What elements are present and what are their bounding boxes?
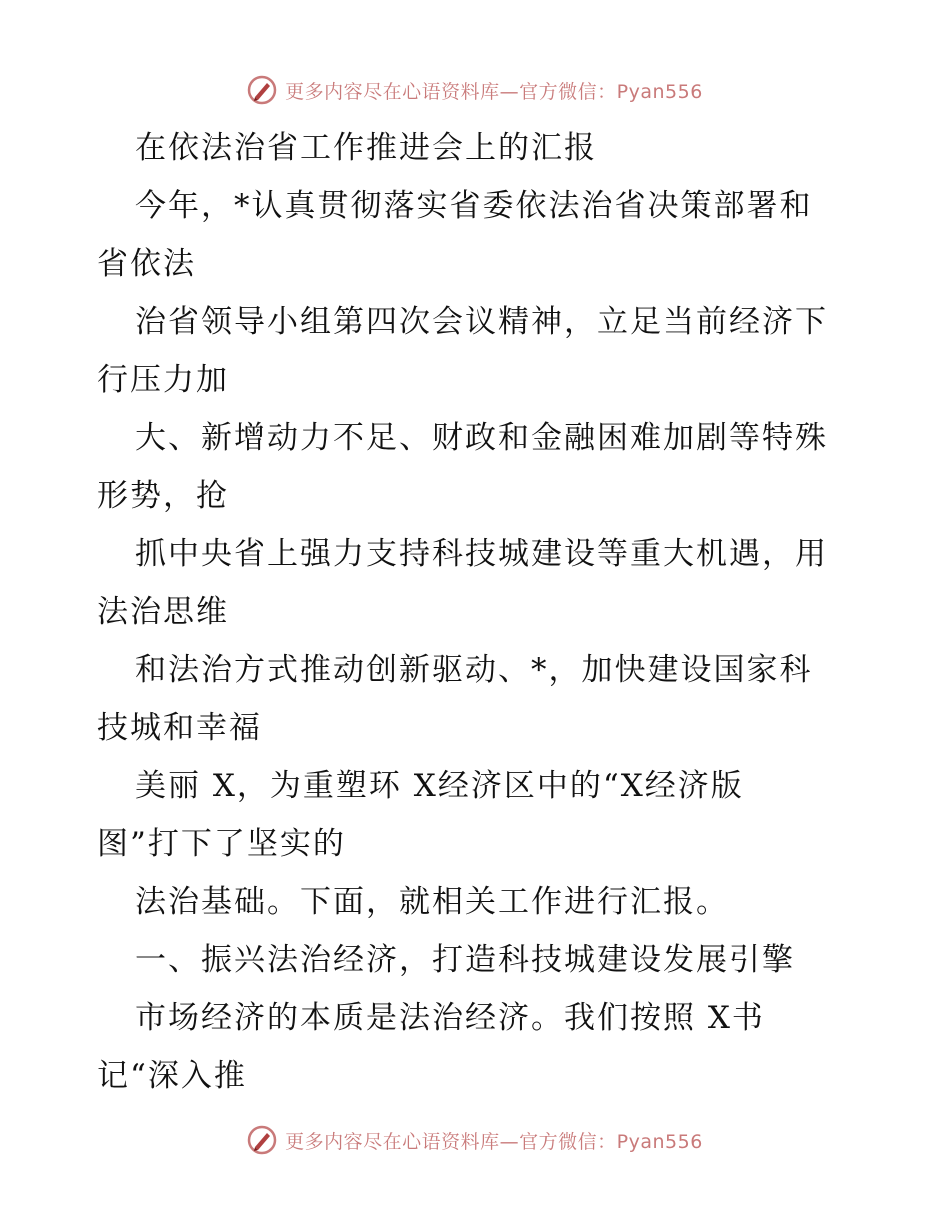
- section-heading: 一、振兴法治经济，打造科技城建设发展引擎: [135, 942, 795, 978]
- footer-watermark: [0, 1120, 950, 1160]
- watermark-text: 更多内容尽在心语资料库—官方微信：Pyan556: [285, 1130, 703, 1153]
- doc-line: 抓中央省上强力支持科技城建设等重大机遇，用: [135, 536, 828, 572]
- doc-line: 省依法: [97, 246, 196, 282]
- doc-line: 法治思维: [97, 594, 229, 630]
- doc-line: 图”打下了坚实的: [97, 826, 346, 862]
- doc-line: 和法治方式推动创新驱动、*，加快建设国家科: [135, 652, 813, 688]
- doc-line: 法治基础。下面，就相关工作进行汇报。: [135, 884, 729, 920]
- watermark-text: 更多内容尽在心语资料库—官方微信：Pyan556: [285, 80, 703, 103]
- doc-line: 市场经济的本质是法治经济。我们按照 X书: [135, 1000, 765, 1036]
- header-watermark: [0, 70, 950, 110]
- doc-title: 在依法治省工作推进会上的汇报: [135, 130, 597, 166]
- pen-logo-icon: [247, 75, 277, 105]
- doc-line: 大、新增动力不足、财政和金融困难加剧等特殊: [135, 420, 828, 456]
- doc-line: 技城和幸福: [97, 710, 262, 746]
- pen-logo-icon: [247, 1125, 277, 1155]
- doc-line: 行压力加: [97, 362, 229, 398]
- doc-line: 美丽 X，为重塑环 X经济区中的“X经济版: [135, 768, 744, 804]
- doc-line: 今年，*认真贯彻落实省委依法治省决策部署和: [135, 188, 813, 224]
- doc-line: 记“深入推: [97, 1058, 247, 1094]
- doc-line: 形势，抢: [97, 478, 229, 514]
- doc-line: 治省领导小组第四次会议精神，立足当前经济下: [135, 304, 828, 340]
